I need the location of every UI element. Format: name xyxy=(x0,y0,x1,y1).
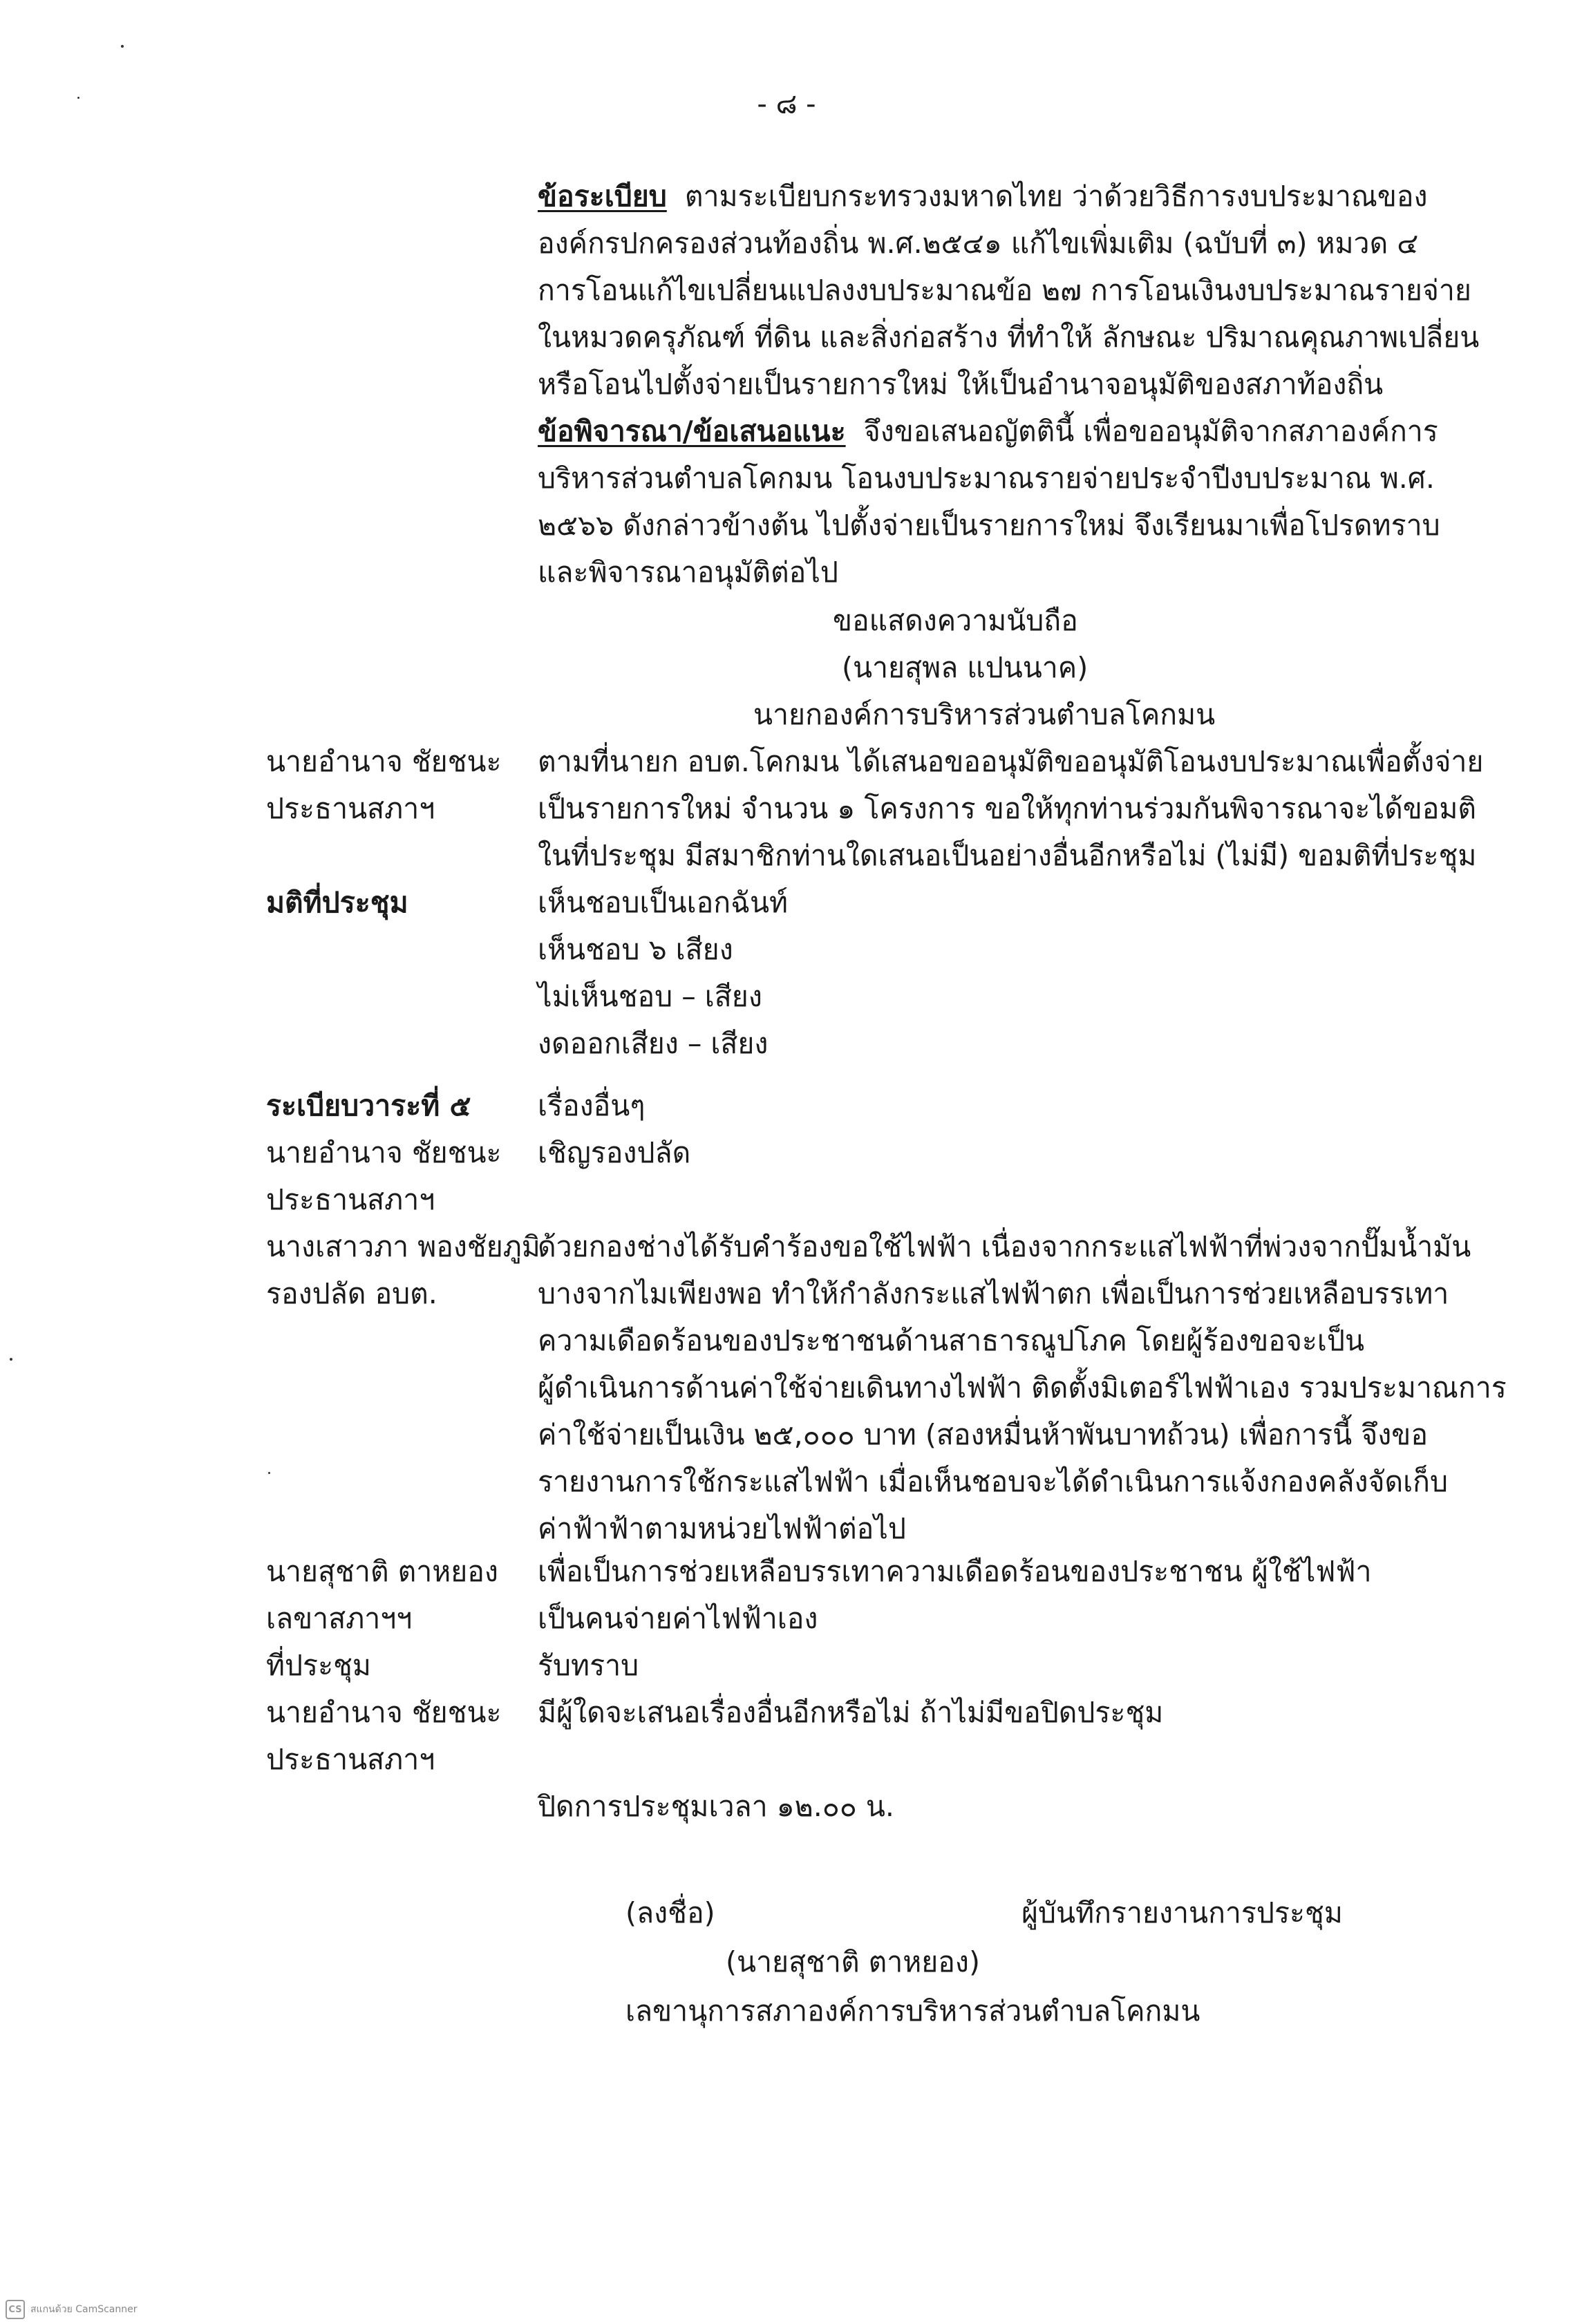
secretary-text xyxy=(538,1548,1372,1642)
recorder-title: ผู้บันทึกรายงานการประชุม xyxy=(1021,1896,1343,1929)
vote-line: เห็นชอบเป็นเอกฉันท์ xyxy=(538,886,789,919)
deputy-text xyxy=(538,1223,1507,1552)
scan-speck xyxy=(10,1358,12,1361)
consideration-line-2: บริหารส่วนตำบลโคกมน โอนงบประมาณรายจ่ายประจำปีงบประมาณ พ.ศ. xyxy=(538,462,1435,495)
text-line: ค่าใช้จ่ายเป็นเงิน ๒๕,๐๐๐ บาท (สองหมื่นห้าพันบาทถ้วน) เพื่อการนี้ จึงขอ xyxy=(538,1418,1428,1451)
text-line: บางจากไมเพียงพอ ทำให้กำลังกระแสไฟฟ้าตก เพื่อเป็นการช่วยเหลือบรรเทา xyxy=(538,1277,1449,1310)
regulation-line-1: ตามระเบียบกระทรวงมหาดไทย ว่าด้วยวิธีการงบประมาณของ xyxy=(684,180,1428,213)
speaker-role: ประธานสภาฯ xyxy=(266,1743,435,1776)
camscanner-logo-icon: CS xyxy=(6,2300,25,2319)
text-line: เป็นคนจ่ายค่าไฟฟ้าเอง xyxy=(538,1602,818,1635)
signed-label: (ลงชื่อ) xyxy=(625,1896,715,1929)
resolution-votes xyxy=(538,879,788,1067)
agenda-5-text: เรื่องอื่นๆ xyxy=(538,1089,646,1122)
meeting-ack-text: รับทราบ xyxy=(538,1649,639,1682)
agenda-5-label: ระเบียบวาระที่ ๕ xyxy=(266,1089,471,1122)
vote-line: เห็นชอบ ๖ เสียง xyxy=(538,933,733,966)
regulation-line-3: การโอนแก้ไขเปลี่ยนแปลงงบประมาณข้อ ๒๗ การโอนเงินงบประมาณรายจ่าย xyxy=(538,274,1471,307)
regulation-line-2: องค์กรปกครองส่วนท้องถิ่น พ.ศ.๒๕๔๑ แก้ไขเพิ่มเติม (ฉบับที่ ๓) หมวด ๔ xyxy=(538,227,1419,260)
agenda-5-chair-text: เชิญรองปลัด xyxy=(538,1136,691,1169)
text-line: เพื่อเป็นการช่วยเหลือบรรเทาความเดือดร้อนของประชาชน ผู้ใช้ไฟฟ้า xyxy=(538,1555,1372,1588)
text-line: ผู้ดำเนินการด้านค่าใช้จ่ายเดินทางไฟฟ้า ติดตั้งมิเตอร์ไฟฟ้าเอง รวมประมาณการ xyxy=(538,1371,1507,1404)
speaker-name: นายอำนาจ ชัยชนะ xyxy=(266,1136,502,1169)
chair-2-text: มีผู้ใดจะเสนอเรื่องอื่นอีกหรือไม่ ถ้าไม่มีขอปิดประชุม xyxy=(538,1696,1164,1729)
text-line: ด้วยกองช่างได้รับคำร้องขอใช้ไฟฟ้า เนื่องจากกระแสไฟฟ้าที่พ่วงจากปั๊มน้ำมัน xyxy=(538,1230,1471,1263)
speaker-role: ประธานสภาฯ xyxy=(266,1183,435,1216)
meeting-ack-label: ที่ประชุม xyxy=(266,1649,371,1682)
speaker-name: นางเสาวภา พองชัยภูมิ xyxy=(266,1230,540,1263)
scan-speck xyxy=(268,1472,270,1474)
closing-name: (นายสุพล แปนนาค) xyxy=(842,651,1089,684)
chair-1-text xyxy=(538,738,1483,879)
speaker-name: นายอำนาจ ชัยชนะ xyxy=(266,745,502,778)
regulation-line-5: หรือโอนไปตั้งจ่ายเป็นรายการใหม่ ให้เป็นอำนาจอนุมัติของสภาท้องถิ่น xyxy=(538,368,1384,401)
closing-time: ปิดการประชุมเวลา ๑๒.๐๐ น. xyxy=(538,1790,894,1823)
regulation-label: ข้อระเบียบ xyxy=(538,180,667,213)
text-line: ความเดือดร้อนของประชาชนด้านสาธารณูปโภค โดยผู้ร้องขอจะเป็น xyxy=(538,1324,1364,1357)
signer-position: เลขานุการสภาองค์การบริหารส่วนตำบลโคกมน xyxy=(625,1994,1200,2028)
scan-speck xyxy=(77,97,79,99)
closing-regards: ขอแสดงความนับถือ xyxy=(833,604,1078,637)
scanner-text: สแกนด้วย CamScanner xyxy=(30,2304,138,2315)
resolution-label: มติที่ประชุม xyxy=(266,886,408,919)
text-line: ตามที่นายก อบต.โคกมน ได้เสนอขออนุมัติขออนุมัติโอนงบประมาณเพื่อตั้งจ่าย xyxy=(538,745,1484,778)
vote-line: ไม่เห็นชอบ – เสียง xyxy=(538,980,762,1013)
speaker-role: เลขาสภาฯฯ xyxy=(266,1602,413,1635)
consideration-line-1: จึงขอเสนอญัตตินี้ เพื่อขออนุมัติจากสภาองค์การ xyxy=(863,415,1438,448)
speaker-name: นายอำนาจ ชัยชนะ xyxy=(266,1696,502,1729)
scan-speck xyxy=(121,45,124,48)
regulation-paragraph xyxy=(538,173,1479,596)
closing-position: นายกองค์การบริหารส่วนตำบลโคกมน xyxy=(753,698,1216,731)
consideration-label: ข้อพิจารณา/ข้อเสนอแนะ xyxy=(538,415,846,448)
speaker-role: รองปลัด อบต. xyxy=(266,1277,437,1310)
text-line: รายงานการใช้กระแสไฟฟ้า เมื่อเห็นชอบจะได้ดำเนินการแจ้งกองคลังจัดเก็บ xyxy=(538,1465,1449,1498)
signer-name: (นายสุชาติ ตาหยอง) xyxy=(726,1945,980,1978)
consideration-line-3: ๒๕๖๖ ดังกล่าวข้างต้น ไปตั้งจ่ายเป็นรายการใหม่ จึงเรียนมาเพื่อโปรดทราบ xyxy=(538,509,1440,542)
consideration-line-4: และพิจารณาอนุมัติต่อไป xyxy=(538,556,838,589)
speaker-name: นายสุชาติ ตาหยอง xyxy=(266,1555,498,1588)
page-number: - ๘ - xyxy=(757,88,816,120)
scanner-watermark xyxy=(6,2300,138,2319)
speaker-role: ประธานสภาฯ xyxy=(266,792,435,825)
text-line: ค่าฟ้าฟ้าตามหน่วยไฟฟ้าต่อไป xyxy=(538,1512,906,1545)
regulation-line-4: ในหมวดครุภัณฑ์ ที่ดิน และสิ่งก่อสร้าง ที่ทำให้ ลักษณะ ปริมาณคุณภาพเปลี่ยน xyxy=(538,321,1480,354)
text-line: เป็นรายการใหม่ จำนวน ๑ โครงการ ขอให้ทุกท่านร่วมกันพิจารณาจะได้ขอมติ xyxy=(538,792,1477,825)
vote-line: งดออกเสียง – เสียง xyxy=(538,1027,769,1060)
text-line: ในที่ประชุม มีสมาชิกท่านใดเสนอเป็นอย่างอื่นอีกหรือไม่ (ไม่มี) ขอมติที่ประชุม xyxy=(538,839,1477,872)
